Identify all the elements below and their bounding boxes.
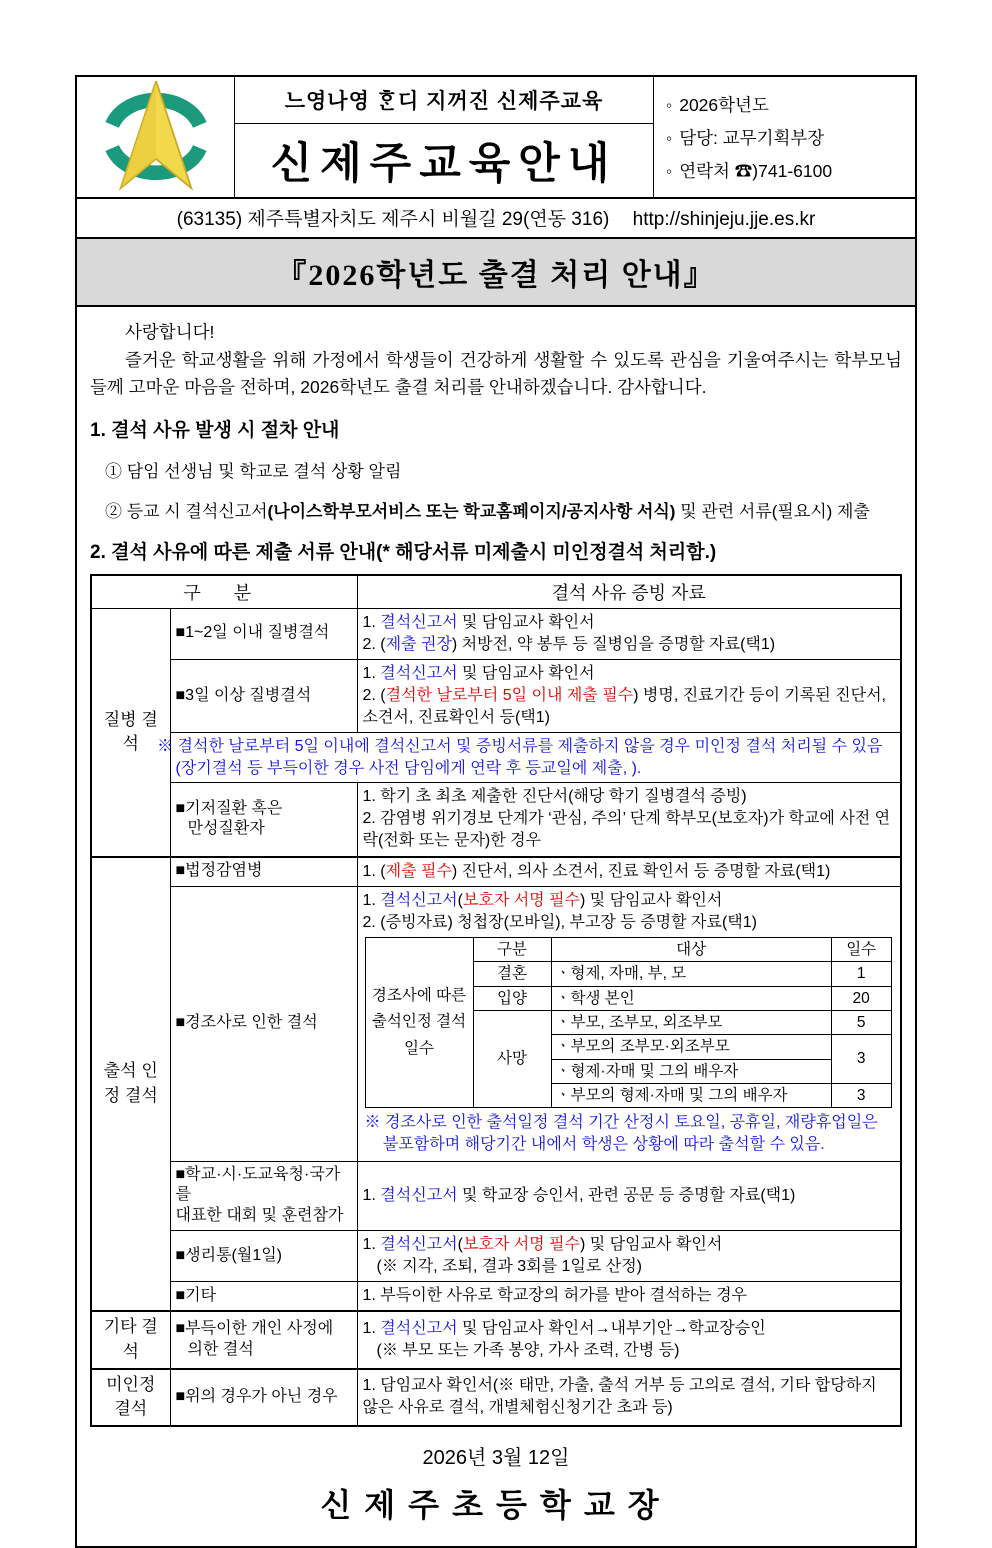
text: 1. [362, 891, 381, 909]
row-label-personal-reason [170, 1311, 357, 1368]
text: 2. (증빙자료) 청첩장(모바일), 부고장 등 증명할 자료(택1) [362, 913, 757, 931]
header-info [653, 77, 915, 197]
absence-evidence-table [90, 574, 902, 1427]
absence-report-link-text: 결석신고서 [380, 891, 458, 909]
label-line: ■학교·시·도교육청·국가를 [175, 1165, 341, 1204]
step2-text: ② 등교 시 결석신고서 [105, 501, 268, 521]
table-row [91, 608, 901, 659]
event-days: 3 [831, 1035, 891, 1084]
text: 및 학교장 승인서, 관련 공문 등 증명할 자료(택1) [457, 1186, 796, 1204]
text: 1. [362, 664, 381, 682]
group-recognized-absence: 출석 인정 결석 [91, 857, 170, 1312]
school-slogan: 느영나영 ᄒᆞᆫ디 지꺼진 신제주교육 [235, 77, 653, 124]
absence-report-link-text: 결석신고서 [380, 1186, 458, 1204]
event-target: ㆍ형제·자매 및 그의 배우자 [551, 1059, 831, 1083]
event-type: 결혼 [473, 962, 551, 986]
event-days: 5 [831, 1010, 891, 1034]
text: ) 진단서, 의사 소견서, 진료 확인서 등 증명할 자료(택1) [451, 862, 831, 880]
text: 2. 감염병 위기경보 단계가 ‘관심, 주의’ 단계 학부모(보호자)가 학교에 사전 연락(전화 또는 문자)한 경우 [362, 810, 891, 850]
info-line-contact [666, 158, 911, 183]
signature-warning-text: 보호자 서명 필수 [462, 891, 580, 909]
event-days: 1 [831, 962, 891, 986]
section1-heading: 1. 결석 사유 발생 시 절차 안내 [90, 419, 340, 441]
row-label-menstrual: ■생리통(월1일) [170, 1231, 357, 1282]
text: 1. ( [362, 862, 386, 880]
manager-text: 담당: 교무기획부장 [679, 127, 825, 148]
illness-note: ※ 결석한 날로부터 5일 이내에 결석신고서 및 증빙서류를 제출하지 않을 경우 미인정 결석 처리될 수 있음(장기결석 등 부득이한 경우 사전 담임에게 연락 후 등교일에 제출, ). [170, 733, 901, 783]
text: ) 및 담임교사 확인서 [580, 891, 723, 909]
text: 1. [362, 1319, 381, 1337]
column-header-evidence: 결석 사유 증빙 자료 [357, 575, 901, 609]
row-label-etc: ■기타 [170, 1282, 357, 1312]
text: 1. 학기 초 최초 제출한 진단서(해당 학기 질병결석 증빙) [362, 788, 747, 806]
absence-report-link-text: 결석신고서 [380, 613, 458, 631]
row-label-chronic [170, 783, 357, 857]
label-line: 의한 결석 [187, 1340, 254, 1358]
row-label-family-event: ■경조사로 인한 결석 [170, 886, 357, 1161]
deadline-warning-text: 결석한 날로부터 5일 이내 제출 필수 [385, 686, 634, 704]
label-line: ■기저질환 혹은 [175, 799, 283, 817]
text: ( [457, 1236, 463, 1253]
row-content: 1. 부득이한 사유로 학교장의 허가를 받아 결석하는 경우 [357, 1282, 901, 1312]
row-content [357, 1231, 901, 1282]
notice-title-band: 『2026학년도 출결 처리 안내』 [77, 237, 915, 307]
row-content [357, 659, 901, 732]
text: 2. ( [362, 686, 386, 704]
school-logo-icon [95, 81, 217, 193]
table-row [91, 886, 901, 1161]
row-content [357, 783, 901, 857]
section2-heading: 2. 결석 사유에 따른 제출 서류 안내(* 해당서류 미제출시 미인정결석 처리함.) [90, 541, 717, 563]
table-row [91, 1161, 901, 1230]
row-content [357, 608, 901, 659]
required-warning-text: 제출 필수 [385, 862, 452, 880]
table-row [91, 1369, 901, 1426]
text: ( [457, 891, 463, 909]
recommended-text: 제출 권장 [385, 635, 452, 653]
signature-warning-text: 보호자 서명 필수 [462, 1236, 580, 1253]
table-row [91, 1311, 901, 1368]
row-label-official-competition [170, 1161, 357, 1230]
absence-report-link-text: 결석신고서 [380, 1236, 458, 1253]
school-website: http://shinjeju.jje.es.kr [632, 209, 816, 230]
greeting-line-2: 즐거운 학교생활을 위해 가정에서 학생들이 건강하게 생활할 수 있도록 관심을 기울여주시는 학부모님들께 고마운 마음을 전하며, 2026학년도 출결 처리를 안내하겠습니다. 감사합니다. [90, 350, 902, 397]
info-line-manager [666, 125, 911, 150]
family-event-days-table [365, 937, 892, 1109]
text: ) 병명, 진료기간 등이 기록된 진단서, 소견서, 진료확인서 등(택1) [362, 686, 886, 727]
column-header-division: 구 분 [91, 575, 357, 609]
table-header-row [91, 575, 901, 609]
row-label-not-above: ■위의 경우가 아닌 경우 [170, 1369, 357, 1426]
inner-table-caption: 경조사에 따른 출석인정 결석일수 [365, 937, 473, 1108]
group-illness-absence: 질병 결석 [91, 608, 170, 856]
text: 및 담임교사 확인서 [457, 613, 595, 631]
issue-date: 2026년 3월 12일 [422, 1446, 570, 1469]
event-target: ㆍ부모의 형제·자매 및 그의 배우자 [551, 1084, 831, 1108]
table-row [365, 937, 891, 961]
table-row [91, 857, 901, 887]
header-center [235, 77, 653, 197]
event-target: ㆍ부모의 조부모·외조부모 [551, 1035, 831, 1059]
section1-step-2 [105, 497, 902, 522]
row-content [357, 1161, 901, 1230]
label-line: ■부득이한 개인 사정에 [175, 1320, 334, 1338]
row-content: 1. 담임교사 확인서(※ 태만, 가출, 출석 거부 등 고의로 결석, 기타 합당하지 않은 사유로 결석, 개별체험신청기간 초과 등) [357, 1369, 901, 1426]
event-type: 입양 [473, 986, 551, 1010]
table-row [91, 659, 901, 732]
text: (※ 지각, 조퇴, 결과 3회를 1일로 산정) [376, 1258, 642, 1276]
bullet-icon: ◦ [666, 160, 673, 181]
info-line-year [666, 92, 911, 117]
step2-text: 및 관련 서류(필요시) 제출 [675, 501, 870, 521]
section1-step-1: ① 담임 선생님 및 학교로 결석 상황 알림 [105, 461, 402, 481]
event-days: 3 [831, 1084, 891, 1108]
event-target: ㆍ학생 본인 [551, 986, 831, 1010]
bullet-icon: ◦ [666, 127, 673, 148]
inner-header-days: 일수 [831, 937, 891, 961]
event-days: 20 [831, 986, 891, 1010]
row-label-3days: ■3일 이상 질병결석 [170, 659, 357, 732]
table-row [91, 733, 901, 783]
greeting-line-1: 사랑합니다! [125, 322, 215, 342]
group-unrecognized-absence: 미인정 결석 [91, 1369, 170, 1426]
step2-form-source-text: (나이스학부모서비스 또는 학교홈페이지/공지사항 서식) [267, 501, 676, 521]
absence-report-link-text: 결석신고서 [380, 1319, 458, 1337]
notice-document [75, 75, 917, 1548]
text: ) 처방전, 약 봉투 등 질병임을 증명할 자료(택1) [451, 635, 776, 653]
text: (※ 부모 또는 가족 봉양, 가사 조력, 간병 등) [376, 1341, 680, 1359]
label-line: 대표한 대회 및 훈련참가 [175, 1207, 344, 1225]
text: 1. [362, 1236, 381, 1253]
row-content [357, 886, 901, 1161]
row-content [357, 1311, 901, 1368]
family-event-note: ※ 경조사로 인한 출석일정 결석 기간 산정시 토요일, 공휴일, 재량휴업일은 불포함하며 해당기간 내에서 학생은 상황에 따라 출석할 수 있음. [364, 1114, 878, 1154]
table-row [91, 1282, 901, 1312]
notice-body [77, 307, 915, 1526]
text: 및 담임교사 확인서 [457, 664, 595, 682]
school-address: (63135) 제주특별자치도 제주시 비월길 29(연동 316) [176, 209, 610, 230]
row-label-legal-infection: ■법정감염병 [170, 857, 357, 887]
text: 및 담임교사 확인서→내부기안→학교장승인 [457, 1319, 766, 1337]
absence-report-link-text: 결석신고서 [380, 664, 458, 682]
text: 1. [362, 1186, 381, 1204]
event-type: 사망 [473, 1010, 551, 1108]
contact-text: 연락처 ☎)741-6100 [679, 160, 833, 181]
inner-header-type: 구분 [473, 937, 551, 961]
principal-signature: 신제주초등학교장 [320, 1486, 672, 1523]
table-row [91, 1231, 901, 1282]
table-row [91, 783, 901, 857]
event-target: ㆍ형제, 자매, 부, 모 [551, 962, 831, 986]
school-year-text: 2026학년도 [679, 94, 769, 115]
group-other-absence: 기타 결석 [91, 1311, 170, 1368]
row-content [357, 857, 901, 887]
label-line: 만성질환자 [187, 820, 265, 838]
school-logo [77, 77, 235, 197]
document-header [77, 77, 915, 197]
text: 2. ( [362, 635, 386, 653]
event-target: ㆍ부모, 조부모, 외조부모 [551, 1010, 831, 1034]
inner-header-target: 대상 [551, 937, 831, 961]
row-label-1to2days: ■1~2일 이내 질병결석 [170, 608, 357, 659]
address-bar [77, 197, 915, 237]
text: ) 및 담임교사 확인서 [580, 1236, 723, 1253]
text: 1. [362, 613, 381, 631]
bullet-icon: ◦ [666, 94, 673, 115]
document-masthead-title: 신제주교육안내 [270, 141, 618, 188]
